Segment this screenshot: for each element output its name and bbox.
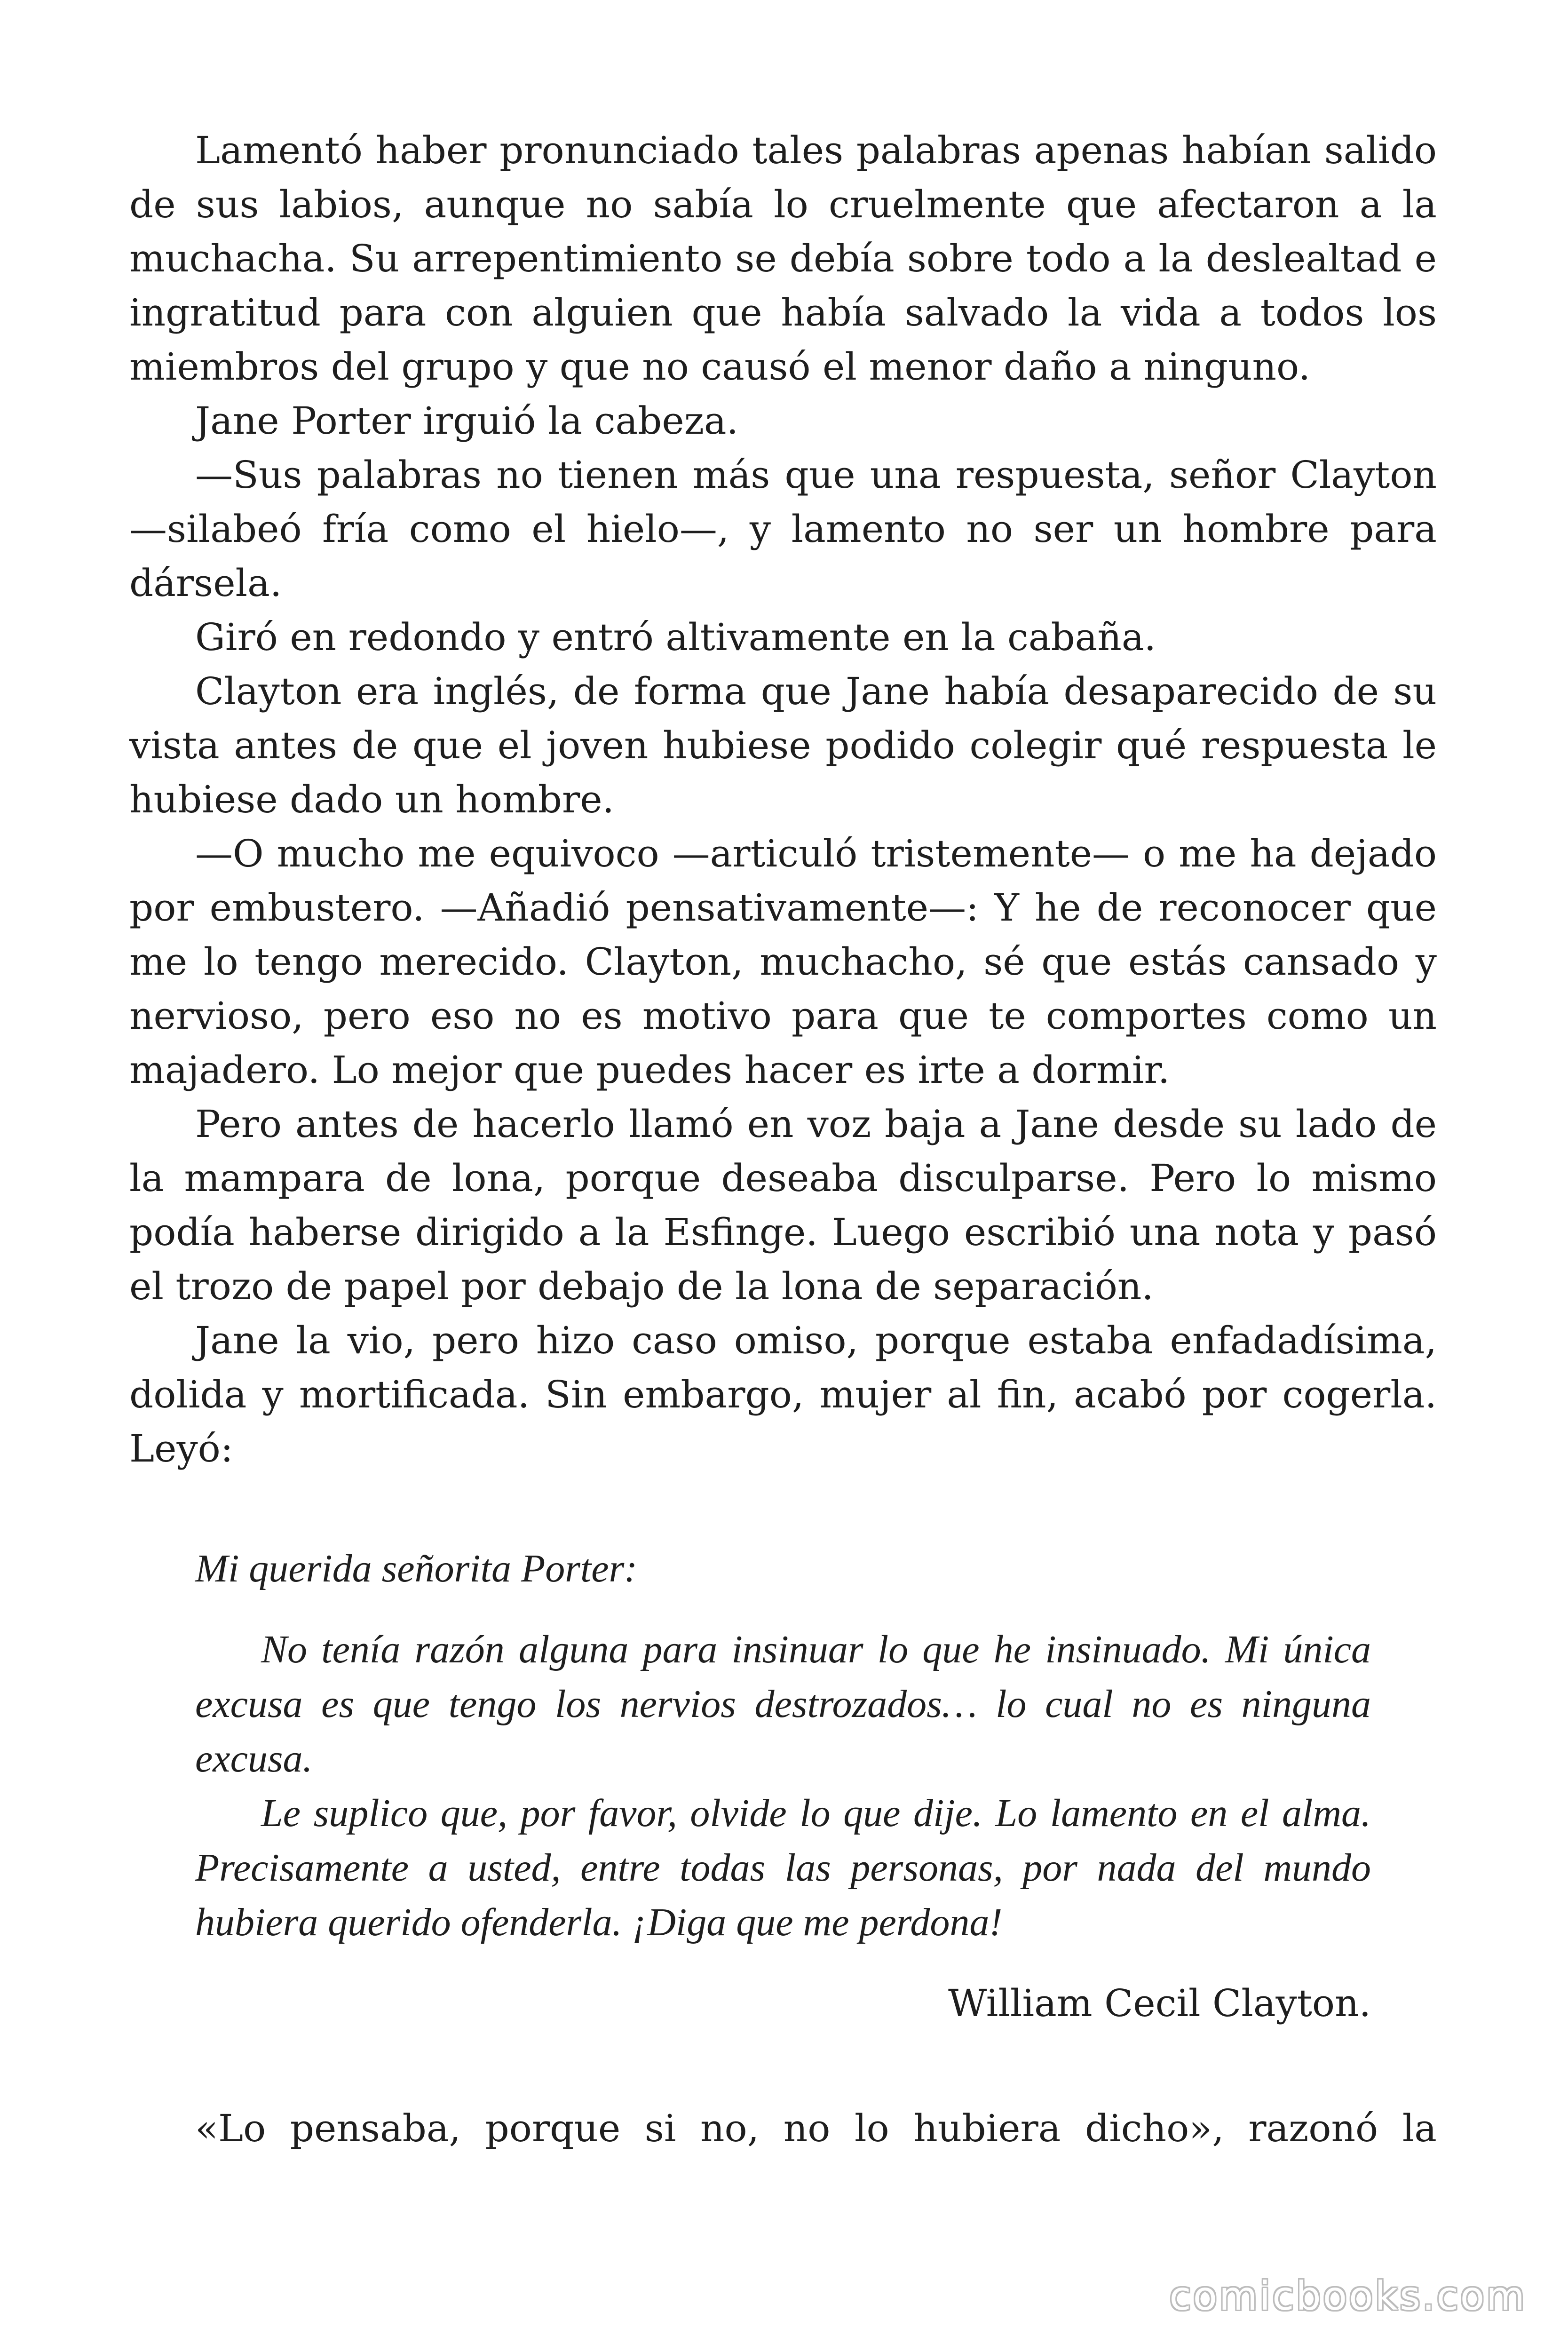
paragraph: —O mucho me equivoco —articuló tristemente— o me ha dejado por embustero. —Añadió pensativamente—: Y he de reconocer que me lo tengo merecido. Clayton, muchacho, sé que estás cansado y nervioso, pero eso no es motivo para que te comportes como un majadero. Lo mejor que puedes hacer es irte a dormir. <box>129 832 1437 1092</box>
paragraph: Clayton era inglés, de forma que Jane había desaparecido de su vista antes de que el joven hubiese podido colegir qué respuesta le hubiese dado un hombre. <box>129 669 1437 821</box>
closing-fragment: «Lo pensaba, porque si no, no lo hubiera dicho», razonó la <box>195 2106 1437 2150</box>
letter-paragraph: No tenía razón alguna para insinuar lo que he insinuado. Mi única excusa es que tengo los nervios destrozados… lo cual no es ninguna excusa. <box>195 1628 1371 1780</box>
paragraph: Jane Porter irguió la cabeza. <box>195 399 738 443</box>
letter-block <box>195 1542 1371 2031</box>
body-text <box>129 123 1437 1476</box>
letter-signature: William Cecil Clayton. <box>948 1981 1371 2025</box>
paragraph: —Sus palabras no tienen más que una respuesta, señor Clayton —silabeó fría como el hielo—, y lamento no ser un hombre para dársela. <box>129 453 1437 605</box>
letter-paragraph: Le suplico que, por favor, olvide lo que dije. Lo lamento en el alma. Precisamente a usted, entre todas las personas, por nada del mundo hubiera querido ofenderla. ¡Diga que me perdona! <box>195 1791 1371 1944</box>
paragraph: Jane la vio, pero hizo caso omiso, porque estaba enfadadísima, dolida y mortificada. Sin embargo, mujer al fin, acabó por cogerla. Leyó: <box>129 1319 1437 1470</box>
paragraph: Pero antes de hacerlo llamó en voz baja a Jane desde su lado de la mampara de lona, porque deseaba disculparse. Pero lo mismo podía haberse dirigido a la Esfinge. Luego escribió una nota y pasó el trozo de papel por debajo de la lona de separación. <box>129 1102 1437 1308</box>
letter-salutation: Mi querida señorita Porter: <box>195 1547 638 1590</box>
paragraph: Lamentó haber pronunciado tales palabras apenas habían salido de sus labios, aunque no sabía lo cruelmente que afectaron a la muchacha. Su arrepentimiento se debía sobre todo a la deslealtad e ingratitud para con alguien que había salvado la vida a todos los miembros del grupo y que no causó el menor daño a ninguno. <box>129 128 1437 389</box>
book-page <box>129 123 1437 2155</box>
watermark-logo: comicbooks.com <box>1169 2273 1527 2319</box>
paragraph: Giró en redondo y entró altivamente en la cabaña. <box>195 615 1156 659</box>
